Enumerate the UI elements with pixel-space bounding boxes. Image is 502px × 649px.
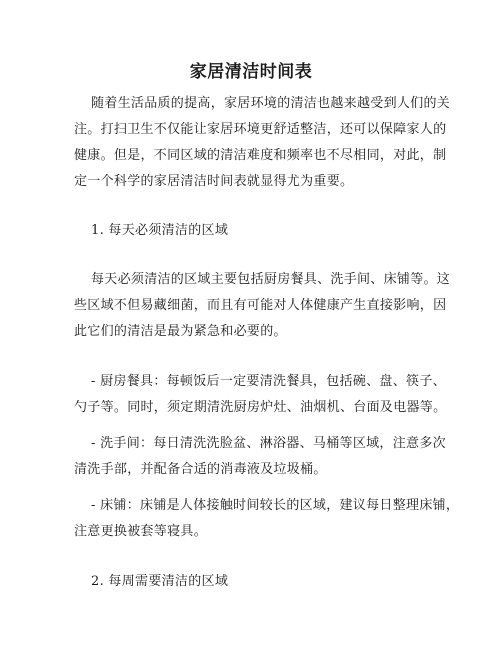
list-item-line: 注意更换被套等寝具。	[74, 524, 208, 539]
list-item-line: - 洗手间：每日清洗洗脸盆、淋浴器、马桶等区域，注意多次	[91, 436, 446, 451]
document-title: 家居清洁时间表	[189, 62, 313, 82]
section-paragraph-line: 每天必须清洁的区域主要包括厨房餐具、洗手间、床铺等。这	[91, 272, 451, 287]
section-paragraph-line: 些区域不但易藏细菌，而且有可能对人体健康产生直接影响，因	[74, 298, 447, 313]
list-item-line: - 厨房餐具：每顿饭后一定要清洗餐具，包括碗、盘、筷子、	[91, 374, 446, 389]
list-item-line: 勺子等。同时，须定期清洗厨房炉灶、油烟机、台面及电器等。	[74, 400, 447, 415]
intro-line: 健康。但是，不同区域的清洁难度和频率也不尽相同，对此，制	[74, 148, 447, 163]
intro-line: 注。打扫卫生不仅能让家居环境更舒适整洁，还可以保障家人的	[74, 122, 447, 137]
section-heading: 1. 每天必须清洁的区域	[91, 223, 229, 238]
section-paragraph-line: 此它们的清洁是最为紧急和必要的。	[74, 324, 287, 339]
list-item-line: 清洗手部，并配备合适的消毒液及垃圾桶。	[74, 462, 327, 477]
section-heading: 2. 每周需要清洁的区域	[91, 574, 229, 589]
list-item-line: - 床铺：床铺是人体接触时间较长的区域，建议每日整理床铺，	[91, 498, 460, 513]
intro-line: 随着生活品质的提高，家居环境的清洁也越来越受到人们的关	[91, 96, 451, 111]
intro-line: 定一个科学的家居清洁时间表就显得尤为重要。	[74, 174, 354, 189]
